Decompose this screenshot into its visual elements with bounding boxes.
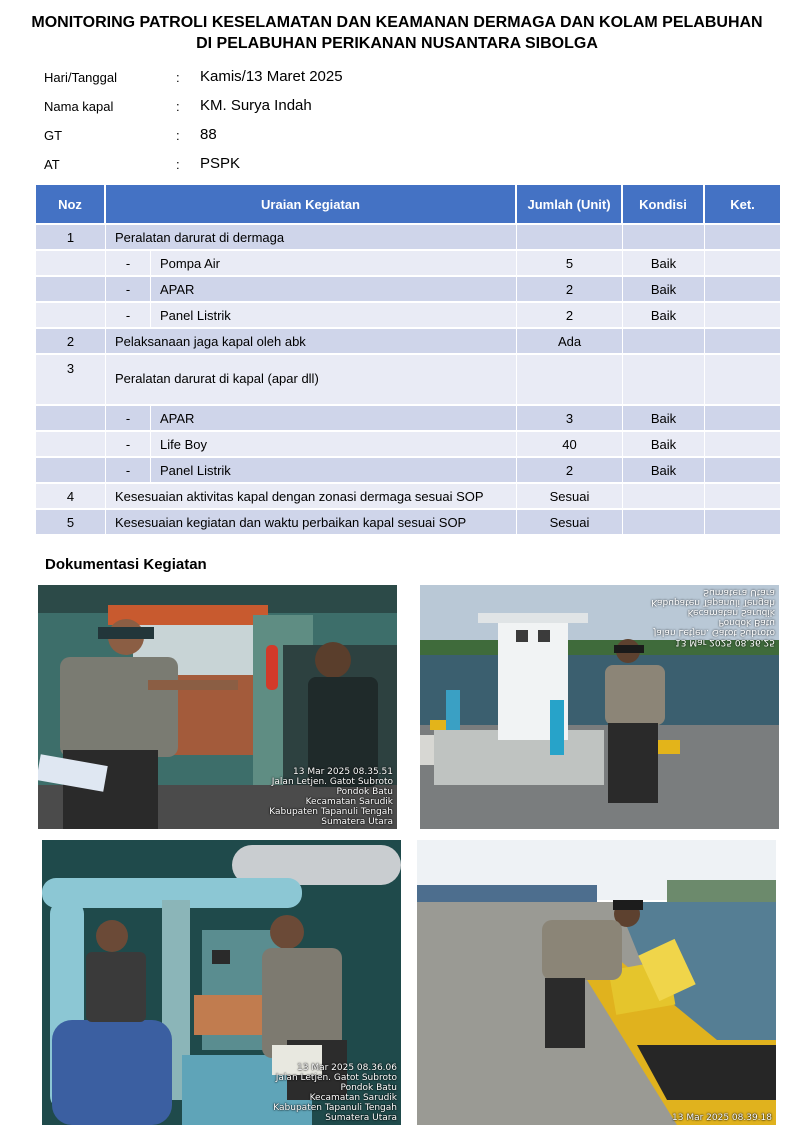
photo-illustration bbox=[417, 840, 776, 1125]
row-notes bbox=[705, 327, 780, 353]
row-dash: - bbox=[106, 404, 151, 430]
row-description: Life Boy bbox=[151, 430, 517, 456]
stamp-line: Kabupaten Tapanuli Tengah bbox=[269, 807, 393, 817]
stamp-line: Pondok Batu bbox=[340, 1083, 397, 1093]
patrol-table bbox=[36, 185, 780, 534]
row-quantity bbox=[517, 223, 623, 249]
row-description: APAR bbox=[151, 275, 517, 301]
stamp-line: Sumatera Utara bbox=[325, 1113, 397, 1123]
row-condition: Baik bbox=[623, 456, 705, 482]
row-notes bbox=[705, 223, 780, 249]
stamp-line: Kabupaten Tapanuli Tengah bbox=[651, 597, 775, 607]
table-row bbox=[36, 223, 780, 249]
stamp-line: 13 Mar 2025 08.39.18 bbox=[672, 1113, 772, 1123]
header-notes: Ket. bbox=[705, 185, 780, 223]
table-row bbox=[36, 249, 780, 275]
row-description: Pompa Air bbox=[151, 249, 517, 275]
row-no: 1 bbox=[36, 223, 106, 249]
photo-timestamp-stamp bbox=[269, 767, 393, 827]
row-notes bbox=[705, 301, 780, 327]
info-colon: : bbox=[176, 157, 180, 172]
row-notes bbox=[705, 430, 780, 456]
photo-timestamp-stamp bbox=[651, 587, 775, 647]
photo-timestamp-stamp bbox=[273, 1063, 397, 1123]
document-title bbox=[0, 12, 794, 54]
row-quantity: Sesuai bbox=[517, 508, 623, 534]
stamp-line: 13 Mar 2025 08.36.25 bbox=[675, 637, 775, 647]
documentation-heading: Dokumentasi Kegiatan bbox=[45, 556, 207, 573]
stamp-line: Kabupaten Tapanuli Tengah bbox=[273, 1103, 397, 1113]
row-quantity: 40 bbox=[517, 430, 623, 456]
row-description bbox=[106, 353, 517, 404]
row-quantity: 2 bbox=[517, 275, 623, 301]
row-notes bbox=[705, 482, 780, 508]
row-description: Kesesuaian aktivitas kapal dengan zonasi dermaga sesuai SOP bbox=[106, 482, 517, 508]
stamp-line: Sumatera Utara bbox=[321, 817, 393, 827]
table-row bbox=[36, 301, 780, 327]
row-no-text: 3 bbox=[66, 361, 75, 376]
row-notes bbox=[705, 404, 780, 430]
header-no: Noz bbox=[36, 185, 106, 223]
row-no bbox=[36, 430, 106, 456]
row-no bbox=[36, 353, 106, 404]
row-no: 4 bbox=[36, 482, 106, 508]
title-line-2: DI PELABUHAN PERIKANAN NUSANTARA SIBOLGA bbox=[196, 35, 598, 52]
info-label: GT bbox=[44, 128, 63, 143]
stamp-line: Jalan Letjen. Gatot Subroto bbox=[271, 777, 393, 787]
stamp-line: Pondok Batu bbox=[336, 787, 393, 797]
row-quantity: Sesuai bbox=[517, 482, 623, 508]
photo-timestamp-stamp bbox=[672, 1113, 772, 1123]
photo-engine-room bbox=[42, 840, 401, 1125]
row-dash: - bbox=[106, 275, 151, 301]
row-condition bbox=[623, 508, 705, 534]
info-colon: : bbox=[176, 70, 180, 85]
row-dash: - bbox=[106, 430, 151, 456]
row-condition bbox=[623, 327, 705, 353]
row-notes bbox=[705, 275, 780, 301]
row-quantity bbox=[517, 353, 623, 404]
info-label: Hari/Tanggal bbox=[44, 70, 117, 85]
row-quantity: Ada bbox=[517, 327, 623, 353]
stamp-line: Pondok Batu bbox=[718, 617, 775, 627]
row-description: Panel Listrik bbox=[151, 456, 517, 482]
row-no: 5 bbox=[36, 508, 106, 534]
info-colon: : bbox=[176, 99, 180, 114]
table-row bbox=[36, 327, 780, 353]
row-dash: - bbox=[106, 249, 151, 275]
title-line-1: MONITORING PATROLI KESELAMATAN DAN KEAMANAN DERMAGA DAN KOLAM PELABUHAN bbox=[31, 14, 763, 31]
row-no: 2 bbox=[36, 327, 106, 353]
row-quantity: 2 bbox=[517, 456, 623, 482]
row-description: Pelaksanaan jaga kapal oleh abk bbox=[106, 327, 517, 353]
row-no bbox=[36, 404, 106, 430]
header-description: Uraian Kegiatan bbox=[106, 185, 517, 223]
table-row bbox=[36, 456, 780, 482]
info-row-date bbox=[44, 70, 744, 99]
header-quantity: Jumlah (Unit) bbox=[517, 185, 623, 223]
table-row bbox=[36, 404, 780, 430]
row-description: Peralatan darurat di dermaga bbox=[106, 223, 517, 249]
table-row bbox=[36, 508, 780, 534]
table-row bbox=[36, 482, 780, 508]
info-value: 88 bbox=[200, 126, 217, 143]
row-condition: Baik bbox=[623, 301, 705, 327]
row-dash: - bbox=[106, 456, 151, 482]
stamp-line: Sumatera Utara bbox=[703, 587, 775, 597]
row-description-text: Peralatan darurat di kapal (apar dll) bbox=[115, 371, 319, 386]
row-notes bbox=[705, 353, 780, 404]
stamp-line: Jalan Letjen. Gatot Subroto bbox=[275, 1073, 397, 1083]
table-row bbox=[36, 275, 780, 301]
table-header-row bbox=[36, 185, 780, 223]
row-description: Panel Listrik bbox=[151, 301, 517, 327]
row-quantity: 5 bbox=[517, 249, 623, 275]
row-no bbox=[36, 275, 106, 301]
stamp-line: Jalan Letjen. Gatot Subroto bbox=[653, 627, 775, 637]
row-condition: Baik bbox=[623, 404, 705, 430]
row-condition bbox=[623, 223, 705, 249]
info-label: Nama kapal bbox=[44, 99, 114, 114]
row-condition: Baik bbox=[623, 430, 705, 456]
row-notes bbox=[705, 508, 780, 534]
table-row bbox=[36, 353, 780, 404]
row-condition bbox=[623, 353, 705, 404]
row-dash: - bbox=[106, 301, 151, 327]
info-row-at bbox=[44, 157, 744, 186]
info-value: PSPK bbox=[200, 155, 241, 172]
stamp-line: Kecamatan Sarudik bbox=[687, 607, 775, 617]
photo-power-panel-pier bbox=[420, 585, 779, 829]
row-condition: Baik bbox=[623, 249, 705, 275]
info-value: Kamis/13 Maret 2025 bbox=[200, 68, 343, 85]
photo-quay-inspection bbox=[417, 840, 776, 1125]
row-no bbox=[36, 456, 106, 482]
row-notes bbox=[705, 249, 780, 275]
table-row bbox=[36, 430, 780, 456]
photo-extinguisher-inspection bbox=[38, 585, 397, 829]
row-quantity: 2 bbox=[517, 301, 623, 327]
info-value: KM. Surya Indah bbox=[200, 97, 312, 114]
info-label: AT bbox=[44, 157, 60, 172]
row-description: Kesesuaian kegiatan dan waktu perbaikan kapal sesuai SOP bbox=[106, 508, 517, 534]
row-condition bbox=[623, 482, 705, 508]
stamp-line: Kecamatan Sarudik bbox=[305, 797, 393, 807]
stamp-line: 13 Mar 2025 08.36.06 bbox=[297, 1063, 397, 1073]
row-notes bbox=[705, 456, 780, 482]
row-condition: Baik bbox=[623, 275, 705, 301]
stamp-line: 13 Mar 2025 08.35.51 bbox=[293, 767, 393, 777]
row-description: APAR bbox=[151, 404, 517, 430]
info-row-ship bbox=[44, 99, 744, 128]
row-no bbox=[36, 249, 106, 275]
row-quantity: 3 bbox=[517, 404, 623, 430]
info-colon: : bbox=[176, 128, 180, 143]
row-no bbox=[36, 301, 106, 327]
info-row-gt bbox=[44, 128, 744, 157]
stamp-line: Kecamatan Sarudik bbox=[309, 1093, 397, 1103]
header-condition: Kondisi bbox=[623, 185, 705, 223]
